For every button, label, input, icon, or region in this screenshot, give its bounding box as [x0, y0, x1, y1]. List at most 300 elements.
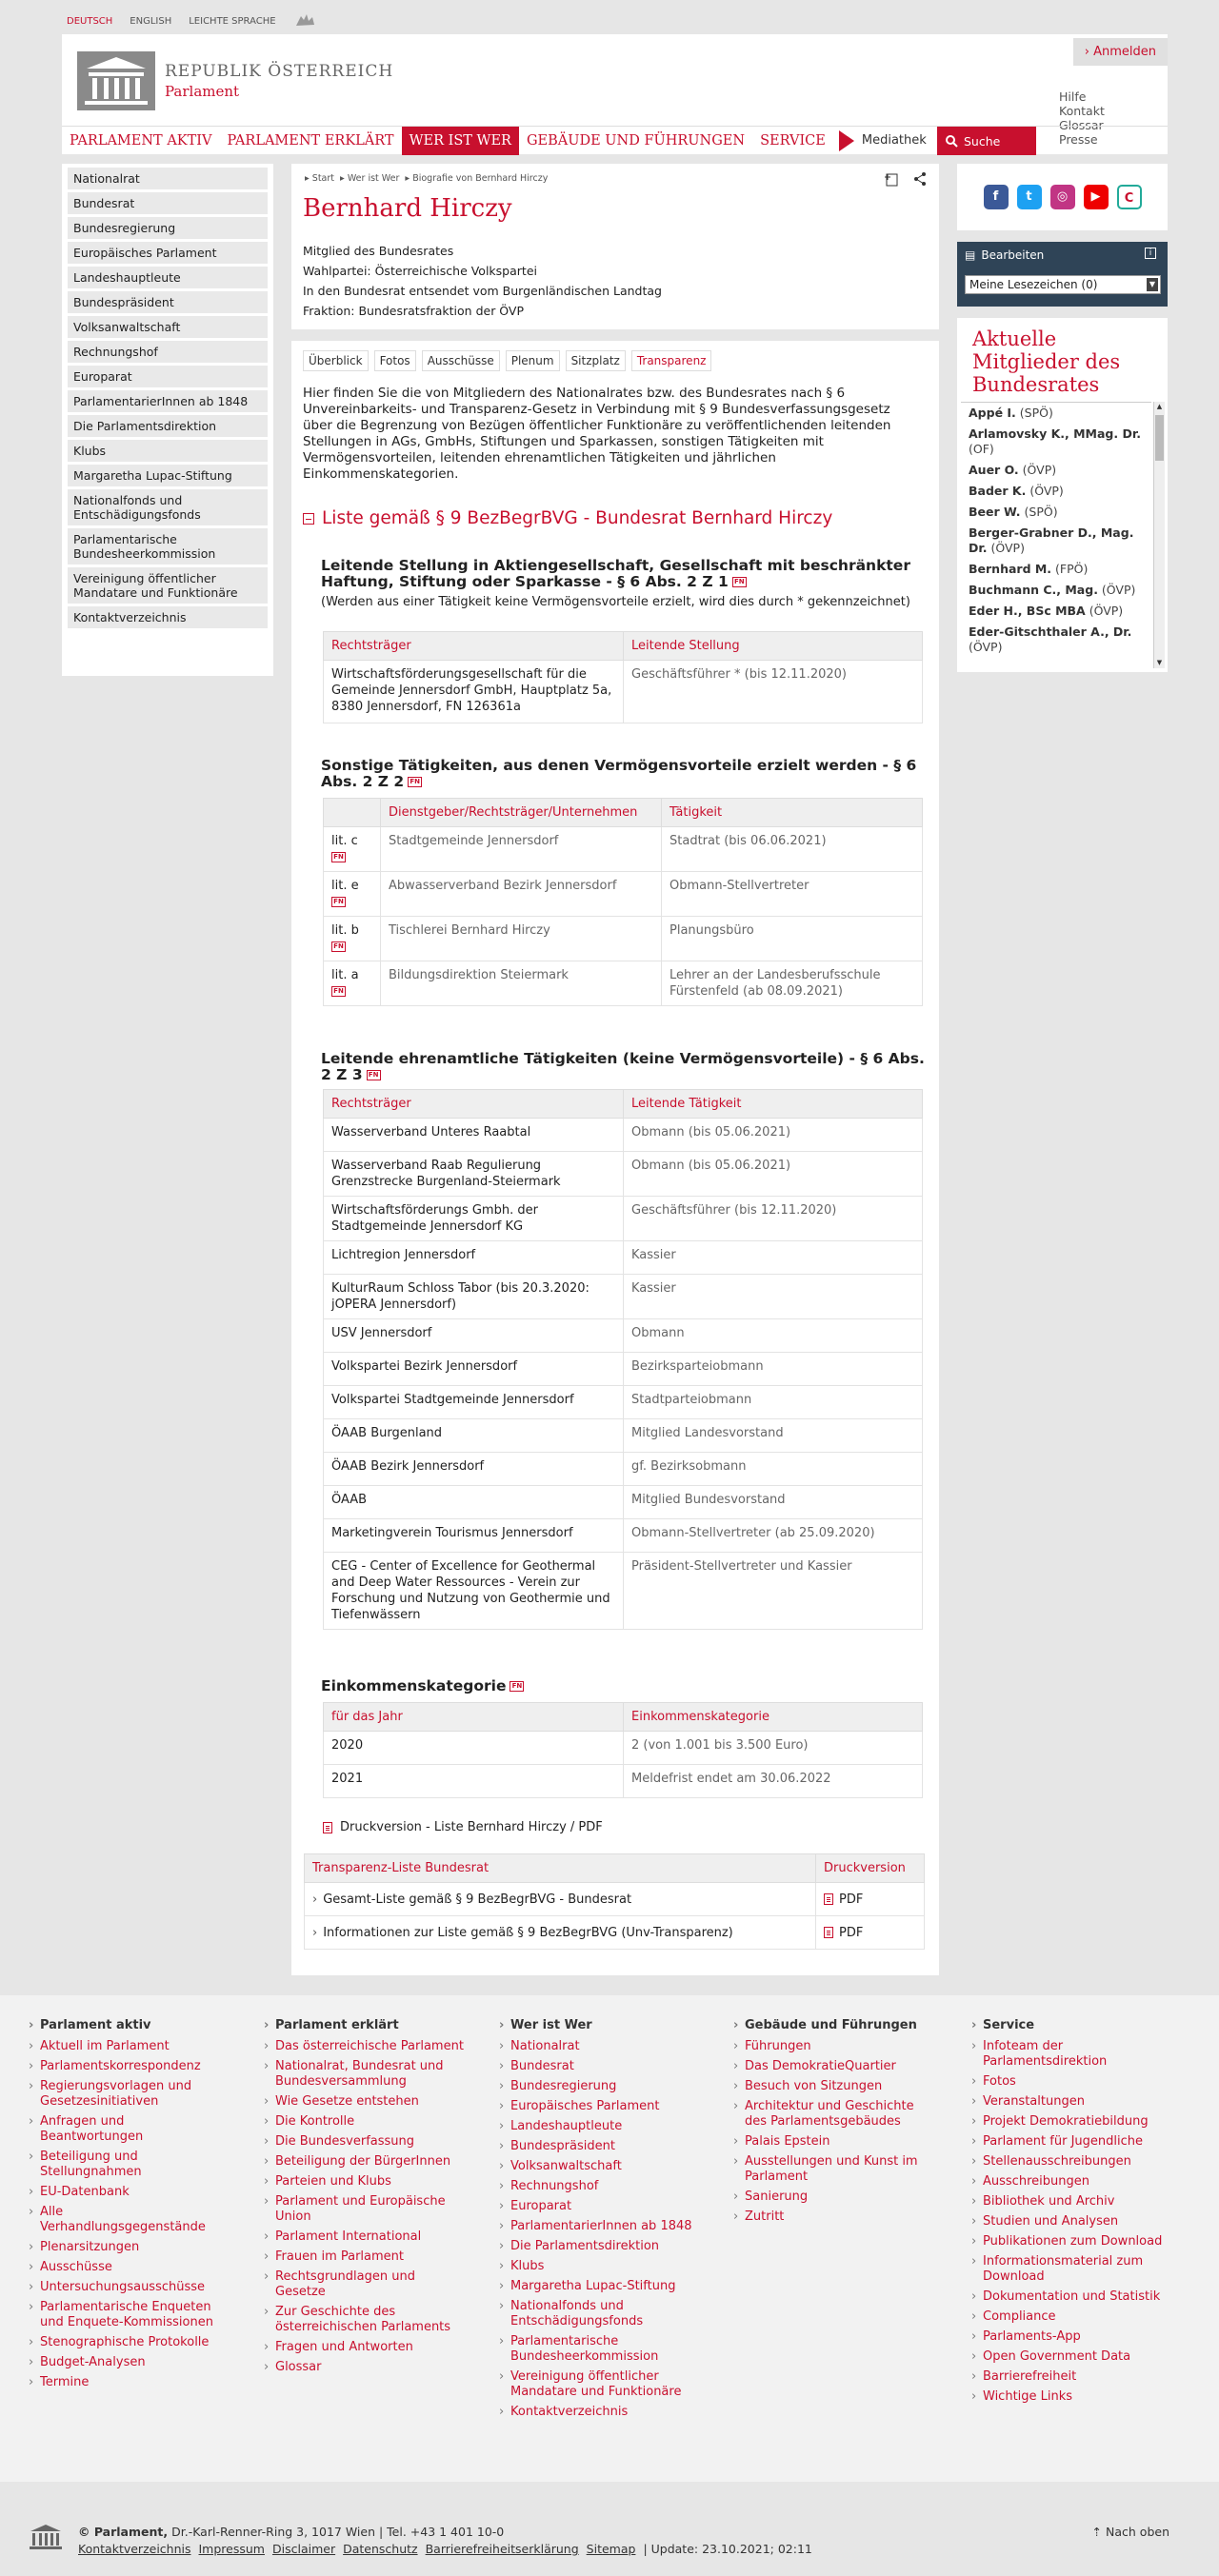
member-party: (ÖVP)	[1029, 484, 1064, 498]
chevron-down-icon: ▼	[1147, 278, 1158, 291]
table-cell	[305, 1916, 816, 1950]
footer-bottom	[0, 2490, 1219, 2576]
youtube-icon[interactable]: ▶	[1084, 185, 1109, 209]
footer-column	[29, 2018, 229, 2395]
share-icon[interactable]	[912, 171, 928, 187]
member-name: Eder H., BSc MBA	[969, 604, 1086, 618]
fact-faction: Fraktion: Bundesratsfraktion der ÖVP	[303, 304, 525, 318]
table-cell: Stadtgemeinde Jennersdorf	[381, 827, 662, 872]
language-bar	[67, 11, 318, 30]
twitter-icon[interactable]: t	[1017, 185, 1042, 209]
s3-header-1: Rechtsträger	[324, 1090, 624, 1119]
member-name: Bader K.	[969, 484, 1027, 498]
instagram-icon[interactable]: ◎	[1050, 185, 1075, 209]
footer-link[interactable]: › Nationalfonds und Entschädigungsfonds	[499, 2299, 699, 2329]
footer-link[interactable]: › Sanierung	[733, 2190, 933, 2205]
table-row	[324, 917, 923, 961]
footer-heading[interactable]: › Wer ist Wer	[499, 2018, 699, 2033]
table-cell: Lichtregion Jennersdorf	[324, 1241, 624, 1275]
footer-link[interactable]: › Besuch von Sitzungen	[733, 2079, 933, 2094]
footer-address	[78, 2525, 504, 2539]
footer-link[interactable]: › Glossar	[264, 2360, 464, 2375]
transparency-content	[291, 341, 939, 1975]
s3-table	[323, 1089, 923, 1630]
footer-link[interactable]: › Beteiligung und Stellungnahmen	[29, 2150, 229, 2180]
s4-header-1: für das Jahr	[324, 1703, 624, 1732]
table-row	[324, 1553, 923, 1630]
edit-header[interactable]	[965, 248, 1044, 262]
transparency-list-table	[304, 1853, 925, 1950]
footer-link[interactable]: › Aktuell im Parlament	[29, 2039, 229, 2054]
lit-label: lit. a	[331, 968, 359, 982]
footnote-icon[interactable]: FN	[331, 897, 346, 907]
table-cell: Obmann	[624, 1319, 923, 1353]
table-row	[324, 661, 923, 723]
footer-link[interactable]: › Das DemokratieQuartier	[733, 2059, 933, 2074]
breadcrumb-current: Biografie von Bernhard Hirczy	[412, 173, 549, 184]
tab-ueberblick[interactable]: Überblick	[303, 350, 369, 371]
footer-link[interactable]: › Volksanwaltschaft	[499, 2159, 699, 2174]
footer-link[interactable]: › Bundespräsident	[499, 2139, 699, 2154]
tab-sitzplatz[interactable]: Sitzplatz	[566, 350, 626, 371]
footer-link[interactable]: › Margaretha Lupac-Stiftung	[499, 2279, 699, 2294]
table-cell: Meldefrist endet am 30.06.2022	[624, 1765, 923, 1798]
tlist-header-1: Transparenz-Liste Bundesrat	[305, 1854, 816, 1883]
tlist-link[interactable]: Informationen zur Liste gemäß § 9 BezBegrBVG (Unv-Transparenz)	[323, 1925, 733, 1940]
sidebar-item[interactable]: Landeshauptleute	[68, 267, 268, 288]
pdf-link[interactable]: PDF	[839, 1892, 864, 1907]
footer-link[interactable]: › Plenarsitzungen	[29, 2240, 229, 2255]
footer-link[interactable]: › Rechnungshof	[499, 2179, 699, 2194]
parliament-logo[interactable]	[77, 51, 393, 110]
table-cell: Obmann (bis 05.06.2021)	[624, 1119, 923, 1152]
sidebar-item[interactable]: Volksanwaltschaft	[68, 316, 268, 338]
footer-link[interactable]: › EU-Datenbank	[29, 2185, 229, 2200]
table-row	[305, 1883, 925, 1916]
bookmark-add-icon[interactable]	[884, 171, 899, 187]
social-links	[957, 164, 1168, 230]
scroll-up-icon[interactable]: ▲	[1156, 403, 1163, 410]
member-party: (FPÖ)	[1055, 562, 1089, 576]
footer-link[interactable]: › Die Parlamentsdirektion	[499, 2239, 699, 2254]
s3-title: Leitende ehrenamtliche Tätigkeiten (keine Vermögensvorteile) - § 6 Abs. 2 Z 3	[321, 1050, 925, 1083]
table-row	[305, 1916, 925, 1950]
members-list	[961, 402, 1151, 668]
member-name: Eder-Gitschthaler A., Dr.	[969, 624, 1132, 639]
table-row	[324, 1453, 923, 1486]
member-party: (SPÖ)	[1019, 406, 1053, 420]
search-label: Suche	[964, 133, 1001, 149]
footer-link[interactable]: › Führungen	[733, 2039, 933, 2054]
footer-link[interactable]: Barrierefreiheitserklärung	[425, 2542, 579, 2556]
lang-english[interactable]: ENGLISH	[130, 15, 172, 27]
footer-heading[interactable]: › Parlament erklärt	[264, 2018, 464, 2033]
page-title: Bernhard Hirczy	[303, 194, 512, 223]
footnote-icon[interactable]: FN	[331, 941, 346, 952]
sidebar-item[interactable]: Bundespräsident	[68, 291, 268, 313]
tlist-header-2: Druckversion	[816, 1854, 925, 1883]
s2-header-lit	[324, 799, 381, 827]
sidebar-item[interactable]: Nationalfonds und Entschädigungsfonds	[68, 489, 268, 525]
footnote-icon[interactable]: FN	[408, 777, 422, 787]
footer-link[interactable]: › Projekt Demokratiebildung	[971, 2114, 1171, 2130]
members-scrollbar[interactable]	[1153, 402, 1165, 668]
member-name: Buchmann C., Mag.	[969, 583, 1098, 597]
logo-subtitle: Parlament	[165, 83, 240, 100]
lang-easy[interactable]: LEICHTE SPRACHE	[189, 15, 276, 27]
member-item[interactable]	[961, 601, 1151, 622]
footnote-icon[interactable]: FN	[510, 1681, 524, 1692]
footer-link[interactable]: › Parlament International	[264, 2229, 464, 2245]
member-facts	[303, 241, 662, 321]
print-version-label: Druckversion - Liste Bernhard Hirczy / PDF	[340, 1820, 603, 1834]
s1-note: (Werden aus einer Tätigkeit keine Vermögensvorteile erzielt, wird dies durch * gekennzeichnet)	[321, 595, 910, 609]
search-icon	[945, 134, 958, 148]
lang-deutsch[interactable]: DEUTSCH	[67, 15, 113, 27]
nav-service[interactable]: SERVICE	[760, 132, 826, 149]
footer-link[interactable]: › Termine	[29, 2375, 229, 2390]
table-row	[324, 1241, 923, 1275]
lit-label: lit. b	[331, 923, 359, 938]
footer-link[interactable]: › Regierungsvorlagen und Gesetzesinitiativen	[29, 2079, 229, 2110]
footer-link[interactable]: › Ausschreibungen	[971, 2174, 1171, 2190]
fact-party: Wahlpartei: Österreichische Volkspartei	[303, 264, 537, 278]
footer-link[interactable]: › Parlaments-App	[971, 2329, 1171, 2345]
footer-link[interactable]: Disclaimer	[271, 2542, 336, 2556]
table-cell: Marketingverein Tourismus Jennersdorf	[324, 1519, 624, 1553]
member-name: Appé I.	[969, 406, 1016, 420]
fact-delegation: In den Bundesrat entsendet vom Burgenländischen Landtag	[303, 284, 662, 298]
table-cell: Wasserverband Raab Regulierung Grenzstrecke Burgenland-Steiermark	[324, 1152, 624, 1197]
footnote-icon[interactable]: FN	[732, 577, 747, 587]
lit-label: lit. c	[331, 834, 358, 848]
table-row	[324, 1275, 923, 1319]
footer-heading[interactable]: › Service	[971, 2018, 1171, 2033]
member-item[interactable]	[961, 622, 1151, 658]
footer-column	[264, 2018, 464, 2380]
table-row	[324, 1419, 923, 1453]
table-cell: 2021	[324, 1765, 624, 1798]
member-item[interactable]	[961, 559, 1151, 580]
footer-link[interactable]: › Parlament und Europäische Union	[264, 2194, 464, 2225]
section-toggle[interactable]	[303, 508, 832, 528]
profile-tabs	[303, 350, 711, 371]
profile-header	[291, 164, 939, 329]
table-cell: Obmann (bis 05.06.2021)	[624, 1152, 923, 1197]
link-kontakt[interactable]: Kontakt	[1059, 104, 1105, 118]
footer-heading[interactable]: › Parlament aktiv	[29, 2018, 229, 2033]
pdf-icon	[824, 1893, 833, 1905]
tab-fotos[interactable]: Fotos	[374, 350, 416, 371]
sidebar-item[interactable]: Parlamentarische Bundesheerkommission	[68, 528, 268, 565]
table-row	[324, 1765, 923, 1798]
table-cell: Stadtparteiobmann	[624, 1386, 923, 1419]
table-cell: Wirtschaftsförderungsgesellschaft für die Gemeinde Jennersdorf GmbH, Hauptplatz 5a, 8380 Jennersdorf, FN 126361a	[324, 661, 624, 723]
sidebar-item[interactable]: Vereinigung öffentlicher Mandatare und Funktionäre	[68, 567, 268, 604]
member-party: (ÖVP)	[1022, 463, 1057, 477]
scroll-thumb[interactable]	[1155, 415, 1164, 461]
member-party: (ÖVP)	[969, 640, 1003, 654]
table-row	[324, 1732, 923, 1765]
s3-heading	[321, 1051, 930, 1083]
table-cell: Bildungsdirektion Steiermark	[381, 961, 662, 1006]
footer-link[interactable]: › Zutritt	[733, 2209, 933, 2225]
footer-link[interactable]: › Dokumentation und Statistik	[971, 2289, 1171, 2305]
footer-link[interactable]: › Veranstaltungen	[971, 2094, 1171, 2110]
footer-link[interactable]: › Parlamentskorrespondenz	[29, 2059, 229, 2074]
back-to-top[interactable]	[1092, 2525, 1169, 2539]
footer-link[interactable]: › Die Kontrolle	[264, 2114, 464, 2130]
footer-link[interactable]: › Bundesregierung	[499, 2079, 699, 2094]
footer-link[interactable]: › Parteien und Klubs	[264, 2174, 464, 2190]
tab-ausschuesse[interactable]: Ausschüsse	[422, 350, 500, 371]
section-title: Liste gemäß § 9 BezBegrBVG - Bundesrat Bernhard Hirczy	[322, 508, 833, 528]
footer-link[interactable]: › Architektur und Geschichte des Parlamentsgebäudes	[733, 2099, 933, 2130]
table-cell: KulturRaum Schloss Tabor (bis 20.3.2020: jOPERA Jennersdorf)	[324, 1275, 624, 1319]
main-navigation	[62, 126, 1168, 154]
footer-link[interactable]: › Landeshauptleute	[499, 2119, 699, 2134]
footer-link[interactable]: › Beteiligung der BürgerInnen	[264, 2154, 464, 2170]
member-name: Auer O.	[969, 463, 1019, 477]
print-version-link[interactable]	[323, 1820, 603, 1834]
footer-link[interactable]: › Ausschüsse	[29, 2260, 229, 2275]
play-icon	[839, 130, 854, 151]
s1-table	[323, 631, 923, 723]
member-name: Berger-Grabner D., Mag. Dr.	[969, 525, 1134, 555]
footer-link[interactable]: › Europäisches Parlament	[499, 2099, 699, 2114]
footer-link[interactable]: › ParlamentarierInnen ab 1848	[499, 2219, 699, 2234]
member-party: (ÖVP)	[990, 541, 1025, 555]
table-row	[324, 1152, 923, 1197]
footer-link[interactable]: › Stenographische Protokolle	[29, 2335, 229, 2350]
member-item[interactable]	[961, 523, 1151, 559]
nav-gebaeude[interactable]: GEBÄUDE UND FÜHRUNGEN	[526, 132, 746, 149]
footer-link[interactable]: › Die Bundesverfassung	[264, 2134, 464, 2150]
footer-link[interactable]: › Informationsmaterial zum Download	[971, 2254, 1171, 2285]
left-sidebar	[62, 164, 273, 676]
member-item[interactable]	[961, 481, 1151, 502]
table-cell: Obmann-Stellvertreter (ab 25.09.2020)	[624, 1519, 923, 1553]
s1-header-2: Leitende Stellung	[624, 632, 923, 661]
footer-link[interactable]: › Publikationen zum Download	[971, 2234, 1171, 2249]
footnote-icon[interactable]: FN	[331, 986, 346, 997]
footer-link[interactable]: › Europarat	[499, 2199, 699, 2214]
table-cell: gf. Bezirksobmann	[624, 1453, 923, 1486]
footer-link[interactable]: › Parlament für Jugendliche	[971, 2134, 1171, 2150]
footer-link[interactable]: › Infoteam der Parlamentsdirektion	[971, 2039, 1171, 2070]
login-label: Anmelden	[1093, 45, 1156, 59]
footer-link[interactable]: Sitemap	[586, 2542, 636, 2556]
table-cell: Abwasserverband Bezirk Jennersdorf	[381, 872, 662, 917]
s3-header-2: Leitende Tätigkeit	[624, 1090, 923, 1119]
sidebar-item[interactable]: Die Parlamentsdirektion	[68, 415, 268, 437]
footer-link[interactable]: › Barrierefreiheit	[971, 2369, 1171, 2385]
sidebar-item[interactable]: Klubs	[68, 440, 268, 462]
member-item[interactable]	[961, 403, 1151, 424]
table-row	[324, 1197, 923, 1241]
table-cell: Geschäftsführer (bis 12.11.2020)	[624, 1197, 923, 1241]
table-row	[324, 1119, 923, 1152]
facebook-icon[interactable]: f	[984, 185, 1009, 209]
sidebar-item[interactable]: Kontaktverzeichnis	[68, 606, 268, 628]
footnote-icon[interactable]: FN	[367, 1070, 381, 1080]
breadcrumb: ▸ Start ▸ Wer ist Wer ▸ Biografie von Bernhard Hirczy	[305, 173, 549, 184]
tab-transparenz[interactable]: Transparenz	[631, 350, 712, 371]
s4-title: Einkommenskategorie	[321, 1677, 507, 1694]
footer-link[interactable]: Kontaktverzeichnis	[78, 2542, 191, 2556]
member-item[interactable]	[961, 460, 1151, 481]
nav-parlament-erklaert[interactable]: PARLAMENT ERKLÄRT	[227, 132, 394, 149]
footnote-icon[interactable]: FN	[331, 852, 346, 862]
table-cell: CEG - Center of Excellence for Geothermal and Deep Water Ressources - Verein zur Forschung und Nutzung von Geothermie und Tiefenwässern	[324, 1553, 624, 1630]
chevron-right-icon: ›	[312, 1892, 318, 1907]
sign-language-icon[interactable]	[293, 11, 318, 30]
table-cell	[305, 1883, 816, 1916]
footer-link[interactable]: › Parlamentarische Enqueten und Enquete-Kommissionen	[29, 2300, 229, 2330]
footer-link[interactable]: › Zur Geschichte des österreichischen Parlaments	[264, 2305, 464, 2335]
footer-link[interactable]: › Rechtsgrundlagen und Gesetze	[264, 2269, 464, 2300]
login-button[interactable]: › Anmelden	[1073, 38, 1168, 66]
footer-link[interactable]: Impressum	[198, 2542, 265, 2556]
footer-link[interactable]: › Klubs	[499, 2259, 699, 2274]
edit-icon: ▤	[965, 248, 976, 262]
sidebar-item[interactable]: ParlamentarierInnen ab 1848	[68, 390, 268, 412]
member-name: Beer W.	[969, 505, 1021, 519]
link-glossar[interactable]: Glossar	[1059, 118, 1104, 132]
footer-link[interactable]: › Wichtige Links	[971, 2389, 1171, 2405]
pdf-icon	[824, 1927, 833, 1938]
footer-link[interactable]: › Alle Verhandlungsgegenstände	[29, 2205, 229, 2235]
member-party: (ÖVP)	[1101, 583, 1136, 597]
sidebar-item[interactable]: Bundesregierung	[68, 217, 268, 239]
table-row	[324, 961, 923, 1006]
footer-link[interactable]: › Bibliothek und Archiv	[971, 2194, 1171, 2209]
member-item[interactable]	[961, 424, 1151, 460]
info-icon[interactable]: i	[1145, 248, 1156, 259]
footer-link[interactable]: › Nationalrat, Bundesrat und Bundesversammlung	[264, 2059, 464, 2090]
footer-link[interactable]: › Nationalrat	[499, 2039, 699, 2054]
footer-link[interactable]: › Parlamentarische Bundesheerkommission	[499, 2334, 699, 2365]
sidebar-item[interactable]: Europarat	[68, 366, 268, 387]
footer-link[interactable]: › Kontaktverzeichnis	[499, 2405, 699, 2420]
footer-link[interactable]: › Studien und Analysen	[971, 2214, 1171, 2229]
footer-link[interactable]: › Fragen und Antworten	[264, 2340, 464, 2355]
footer-link[interactable]: › Fotos	[971, 2074, 1171, 2090]
footer-heading[interactable]: › Gebäude und Führungen	[733, 2018, 933, 2033]
table-cell: Lehrer an der Landesberufsschule Fürstenfeld (ab 08.09.2021)	[662, 961, 923, 1006]
mediathek-link[interactable]	[833, 130, 927, 151]
table-cell: Planungsbüro	[662, 917, 923, 961]
table-row	[324, 1319, 923, 1353]
lit-label: lit. e	[331, 879, 359, 893]
nav-parlament-aktiv[interactable]: PARLAMENT AKTIV	[70, 132, 212, 149]
sidebar-item[interactable]: Margaretha Lupac-Stiftung	[68, 465, 268, 486]
search-button[interactable]	[937, 127, 1036, 155]
table-row	[324, 827, 923, 872]
s2-table	[323, 798, 923, 1006]
table-cell: Präsident-Stellvertreter und Kassier	[624, 1553, 923, 1630]
sidebar-item[interactable]: Nationalrat	[68, 168, 268, 189]
link-presse[interactable]: Presse	[1059, 132, 1098, 147]
footer-link[interactable]: › Bundesrat	[499, 2059, 699, 2074]
table-cell: Kassier	[624, 1241, 923, 1275]
s1-title: Leitende Stellung in Aktiengesellschaft, Gesellschaft mit beschränkter Haftung, Stiftung oder Sparkasse - § 6 Abs. 2 Z 1	[321, 557, 910, 590]
footer-link[interactable]: › Vereinigung öffentlicher Mandatare und Funktionäre	[499, 2369, 699, 2400]
member-party: (SPÖ)	[1024, 505, 1058, 519]
table-cell: Mitglied Landesvorstand	[624, 1419, 923, 1453]
tab-plenum[interactable]: Plenum	[506, 350, 560, 371]
s4-heading	[321, 1678, 930, 1694]
link-hilfe[interactable]: Hilfe	[1059, 89, 1087, 104]
bookmarks-select-value: Meine Lesezeichen (0)	[969, 278, 1098, 291]
table-cell: Stadtrat (bis 06.06.2021)	[662, 827, 923, 872]
footer-link[interactable]: › Frauen im Parlament	[264, 2249, 464, 2265]
sidebar-item[interactable]: Europäisches Parlament	[68, 242, 268, 264]
members-panel	[957, 318, 1168, 672]
footer-column	[733, 2018, 933, 2229]
nav-wer-ist-wer[interactable]: WER IST WER	[402, 127, 519, 155]
pdf-link[interactable]: PDF	[839, 1925, 864, 1940]
member-name: Bernhard M.	[969, 562, 1052, 576]
footer-link[interactable]: › Budget-Analysen	[29, 2355, 229, 2370]
table-cell: Bezirksparteiobmann	[624, 1353, 923, 1386]
table-row	[324, 872, 923, 917]
table-cell: Obmann-Stellvertreter	[662, 872, 923, 917]
s1-heading	[321, 558, 930, 590]
footer-address-text: Dr.-Karl-Renner-Ring 3, 1017 Wien | Tel. +43 1 401 10-0	[168, 2525, 505, 2539]
footer-link[interactable]: › Wie Gesetze entstehen	[264, 2094, 464, 2110]
table-cell: Mitglied Bundesvorstand	[624, 1486, 923, 1519]
footer-link[interactable]: › Untersuchungsausschüsse	[29, 2280, 229, 2295]
footer-link[interactable]: › Palais Epstein	[733, 2134, 933, 2150]
footer-link[interactable]: › Das österreichische Parlament	[264, 2039, 464, 2054]
sidebar-item[interactable]: Bundesrat	[68, 192, 268, 214]
parliament-building-icon	[77, 51, 155, 110]
table-cell	[324, 961, 381, 1006]
table-cell: USV Jennersdorf	[324, 1319, 624, 1353]
scroll-down-icon[interactable]: ▼	[1156, 659, 1163, 666]
footer-link[interactable]: › Compliance	[971, 2309, 1171, 2325]
s2-heading	[321, 758, 930, 790]
table-row	[324, 1519, 923, 1553]
table-cell: Volkspartei Stadtgemeinde Jennersdorf	[324, 1386, 624, 1419]
page-tools	[884, 171, 928, 187]
footer-link[interactable]: › Open Government Data	[971, 2349, 1171, 2365]
table-cell: Volkspartei Bezirk Jennersdorf	[324, 1353, 624, 1386]
s4-table	[323, 1702, 923, 1798]
footer-link[interactable]: › Ausstellungen und Kunst im Parlament	[733, 2154, 933, 2185]
footer-link[interactable]: Datenschutz	[343, 2542, 418, 2556]
bookmarks-select[interactable]	[965, 275, 1161, 294]
table-cell: 2020	[324, 1732, 624, 1765]
member-name: Arlamovsky K., MMag. Dr.	[969, 426, 1141, 441]
pdf-icon	[323, 1822, 332, 1833]
tlist-link[interactable]: Gesamt-Liste gemäß § 9 BezBegrBVG - Bundesrat	[323, 1892, 632, 1907]
table-cell	[816, 1883, 925, 1916]
breadcrumb-werisstwer[interactable]: Wer ist Wer	[347, 173, 400, 184]
table-cell	[816, 1916, 925, 1950]
site-footer	[0, 1995, 1219, 2482]
footer-link[interactable]: › Stellenausschreibungen	[971, 2154, 1171, 2170]
member-item[interactable]	[961, 502, 1151, 523]
footer-links	[78, 2542, 812, 2556]
member-item[interactable]	[961, 580, 1151, 601]
footer-column	[499, 2018, 699, 2425]
breadcrumb-start[interactable]: Start	[311, 173, 335, 184]
sidebar-item[interactable]: Rechnungshof	[68, 341, 268, 363]
footer-link[interactable]: › Anfragen und Beantwortungen	[29, 2114, 229, 2145]
app-icon[interactable]: C	[1117, 185, 1142, 209]
